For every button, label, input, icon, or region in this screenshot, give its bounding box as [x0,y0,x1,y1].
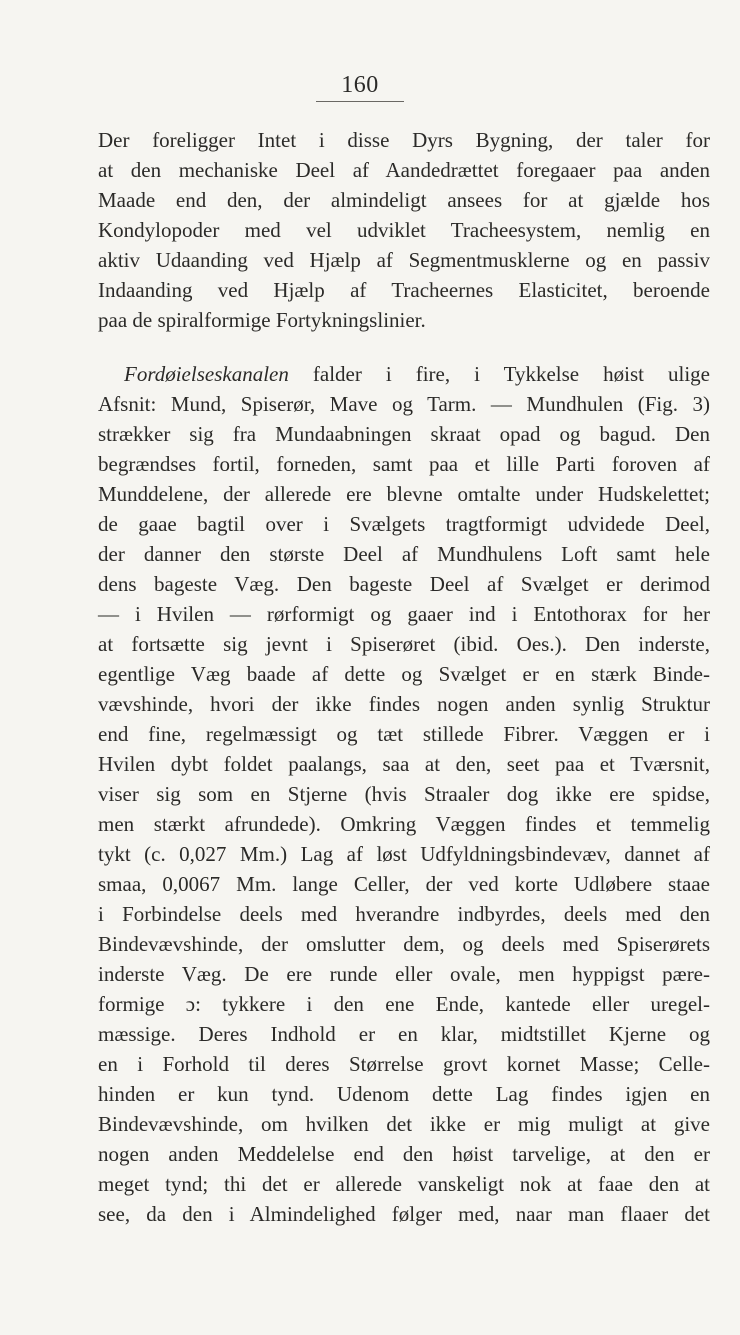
text-line: i Forbindelse deels med hverandre indbyrdes, deels med den [98,902,710,926]
text-line: inderste Væg. De ere runde eller ovale, men hyppigst pære- [98,962,710,986]
text-line: meget tynd; thi det er allerede vanskeligt nok at faae den at [98,1172,710,1196]
text-line: egentlige Væg baade af dette og Svælget er en stærk Binde- [98,662,710,686]
text-line: Afsnit: Mund, Spiserør, Mave og Tarm. — Mundhulen (Fig. 3) [98,392,710,416]
text-line: formige ɔ: tykkere i den ene Ende, kantede eller uregel- [98,992,710,1016]
italic-term: Fordøielseskanalen [124,362,289,386]
text-line: Hvilen dybt foldet paalangs, saa at den, seet paa et Tværsnit, [98,752,710,776]
text-line: de gaae bagtil over i Svælgets tragtformigt udvidede Deel, [98,512,710,536]
text-line: Indaanding ved Hjælp af Tracheernes Elasticitet, beroende [98,278,710,302]
text-line: en i Forhold til deres Størrelse grovt kornet Masse; Celle- [98,1052,710,1076]
text-line: Munddelene, der allerede ere blevne omtalte under Hudskelettet; [98,482,710,506]
body-text [98,125,710,1229]
text-line: Bindevævshinde, om hvilken det ikke er mig muligt at give [98,1112,710,1136]
text-line: viser sig som en Stjerne (hvis Straaler dog ikke ere spidse, [98,782,710,806]
paragraph-2 [98,359,710,1229]
text-line: smaa, 0,0067 Mm. lange Celler, der ved korte Udløbere staae [98,872,710,896]
text-line: see, da den i Almindelighed følger med, naar man flaaer det [98,1202,710,1226]
page-number: 160 [316,70,404,102]
text-line [98,359,710,389]
text-line: Bindevævshinde, der omslutter dem, og deels med Spiserørets [98,932,710,956]
text-line: at den mechaniske Deel af Aandedrættet foregaaer paa anden [98,158,710,182]
text-line: nogen anden Meddelelse end den høist tarvelige, at den er [98,1142,710,1166]
text-line: dens bageste Væg. Den bageste Deel af Svælget er derimod [98,572,710,596]
text-line: Maade end den, der almindeligt ansees for at gjælde hos [98,188,710,212]
text-line: paa de spiralformige Fortykningslinier. [98,308,426,332]
text-line: begrændses fortil, forneden, samt paa et lille Parti foroven af [98,452,710,476]
text-line: vævshinde, hvori der ikke findes nogen anden synlig Struktur [98,692,710,716]
text-line: mæssige. Deres Indhold er en klar, midtstillet Kjerne og [98,1022,710,1046]
text-line: der danner den største Deel af Mundhulens Loft samt hele [98,542,710,566]
text-line: strækker sig fra Mundaabningen skraat opad og bagud. Den [98,422,710,446]
text-line: hinden er kun tynd. Udenom dette Lag findes igjen en [98,1082,710,1106]
text-line: tykt (c. 0,027 Mm.) Lag af løst Udfyldningsbindevæv, dannet af [98,842,710,866]
text-line: end fine, regelmæssigt og tæt stillede Fibrer. Væggen er i [98,722,710,746]
text-line: men stærkt afrundede). Omkring Væggen findes et temmelig [98,812,710,836]
text-line: Kondylopoder med vel udviklet Tracheesystem, nemlig en [98,218,710,242]
text-line: aktiv Udaanding ved Hjælp af Segmentmusklerne og en passiv [98,248,710,272]
text-segment: falder i fire, i Tykkelse høist ulige [288,362,710,386]
text-line: Der foreligger Intet i disse Dyrs Bygning, der taler for [98,128,710,152]
text-line: — i Hvilen — rørformigt og gaaer ind i Entothorax for her [98,602,710,626]
text-line: at fortsætte sig jevnt i Spiserøret (ibid. Oes.). Den inderste, [98,632,710,656]
paragraph-1 [98,125,710,335]
